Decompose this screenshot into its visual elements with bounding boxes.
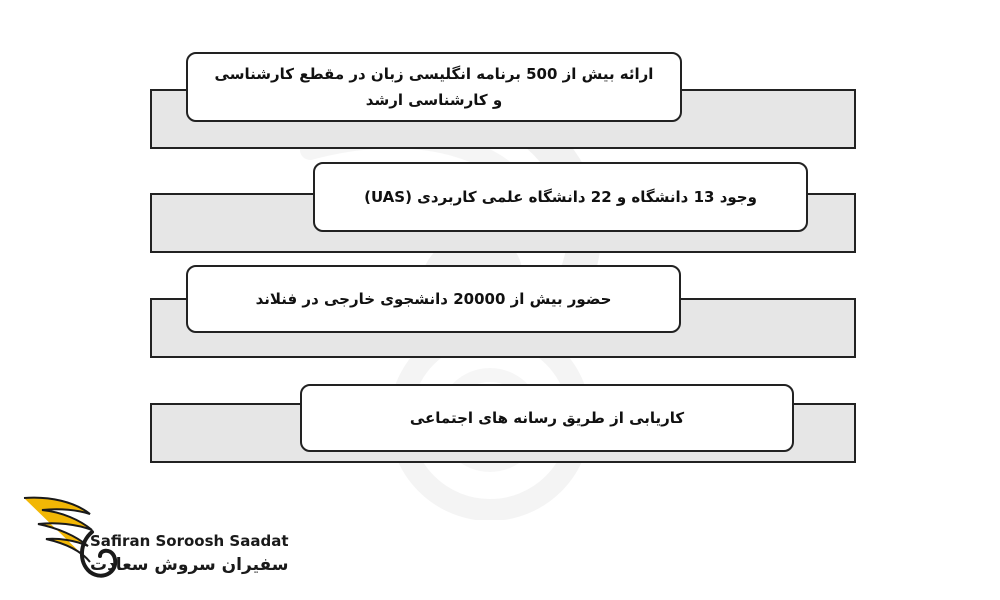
item-2-text: وجود 13 دانشگاه و 22 دانشگاه علمی کاربردی (UAS) bbox=[364, 188, 757, 206]
item-4-text: کاریابی از طریق رسانه های اجتماعی bbox=[409, 409, 685, 427]
brand-name-fa: سفیران سروش سعادت bbox=[90, 555, 289, 575]
item-3-text: حضور بیش از 20000 دانشجوی خارجی در فنلاند bbox=[255, 290, 612, 308]
brand-name-en: Safiran Soroosh Saadat bbox=[90, 532, 289, 550]
item-3-card bbox=[186, 265, 681, 333]
item-1-card bbox=[186, 52, 682, 122]
item-2-card bbox=[313, 162, 808, 232]
item-4-card bbox=[300, 384, 794, 452]
item-1-text: ارائه بیش از 500 برنامه انگلیسی زبان در مقطع کارشناسی و کارشناسی ارشد bbox=[214, 65, 654, 109]
